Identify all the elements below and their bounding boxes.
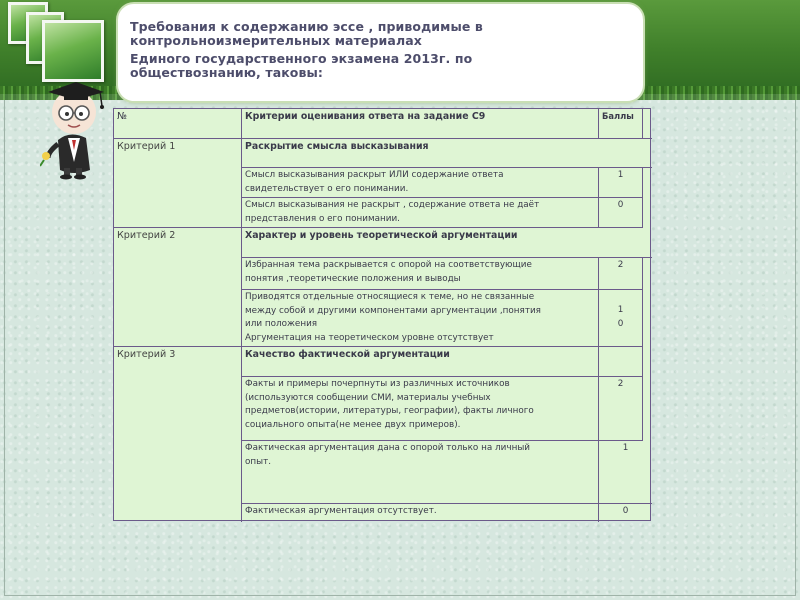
criterion-3-title: Качество фактической аргументации: [242, 347, 599, 377]
criterion-3-row-2-points: 1: [599, 441, 652, 504]
header-points: Баллы: [599, 109, 643, 139]
criterion-2-row-2-text: Приводятся отдельные относящиеся к теме, но не связанные между собой и другими компонентами аргументации ,понятия или положения Аргументация на теоретическом уровне отсутствует: [242, 290, 599, 347]
criterion-1-row-1-text: Смысл высказывания раскрыт ИЛИ содержание ответа свидетельствует о его понимании.: [242, 168, 599, 198]
criterion-1-label: Критерий 1: [114, 139, 242, 228]
criterion-2-row-2-points: 1 0: [599, 290, 643, 347]
graduate-mascot-icon: [40, 70, 120, 180]
criterion-2-row-1-points: 2: [599, 258, 643, 290]
title-box: [116, 2, 645, 103]
criterion-3-row-2-text: Фактическая аргументация дана с опорой только на личный опыт.: [242, 441, 599, 504]
title-line-2: контрольноизмерительных материалах: [130, 33, 422, 48]
criterion-1-title: Раскрытие смысла высказывания: [242, 139, 652, 168]
criterion-1-row-2-text: Смысл высказывания не раскрыт , содержание ответа не даёт представления о его понимании.: [242, 198, 599, 228]
criterion-2-row-1-text: Избранная тема раскрывается с опорой на соответствующие понятия ,теоретические положения и выводы: [242, 258, 599, 290]
header-extra: [643, 109, 652, 139]
criterion-3-title-points: [599, 347, 643, 377]
criterion-2-label: Критерий 2: [114, 228, 242, 347]
title-line-3: Единого государственного экзамена 2013г. по: [130, 51, 473, 66]
title-line-1: Требования к содержанию эссе , приводимые в: [130, 19, 483, 34]
criterion-3-label: Критерий 3: [114, 347, 242, 522]
criterion-2-title: Характер и уровень теоретической аргументации: [242, 228, 652, 258]
header-number: №: [114, 109, 242, 139]
header-criteria: Критерии оценивания ответа на задание С9: [242, 109, 599, 139]
criterion-1-row-2-points: 0: [599, 198, 643, 228]
criterion-1-row-1-points: 1: [599, 168, 643, 198]
criteria-table: [113, 108, 651, 521]
title-line-4: обществознанию, таковы:: [130, 65, 324, 80]
criterion-3-row-1-points: 2: [599, 377, 643, 441]
criterion-3-row-3-points: 0: [622, 506, 629, 516]
criterion-3-row-3-text: Фактическая аргументация отсутствует.: [242, 504, 599, 522]
criterion-3-row-1-text: Факты и примеры почерпнуты из различных источников (используются сообщении СМИ, материалы учебных предметов(истории, литературы, географии), факты личного социального опыта(не менее двух примеров).: [242, 377, 599, 441]
